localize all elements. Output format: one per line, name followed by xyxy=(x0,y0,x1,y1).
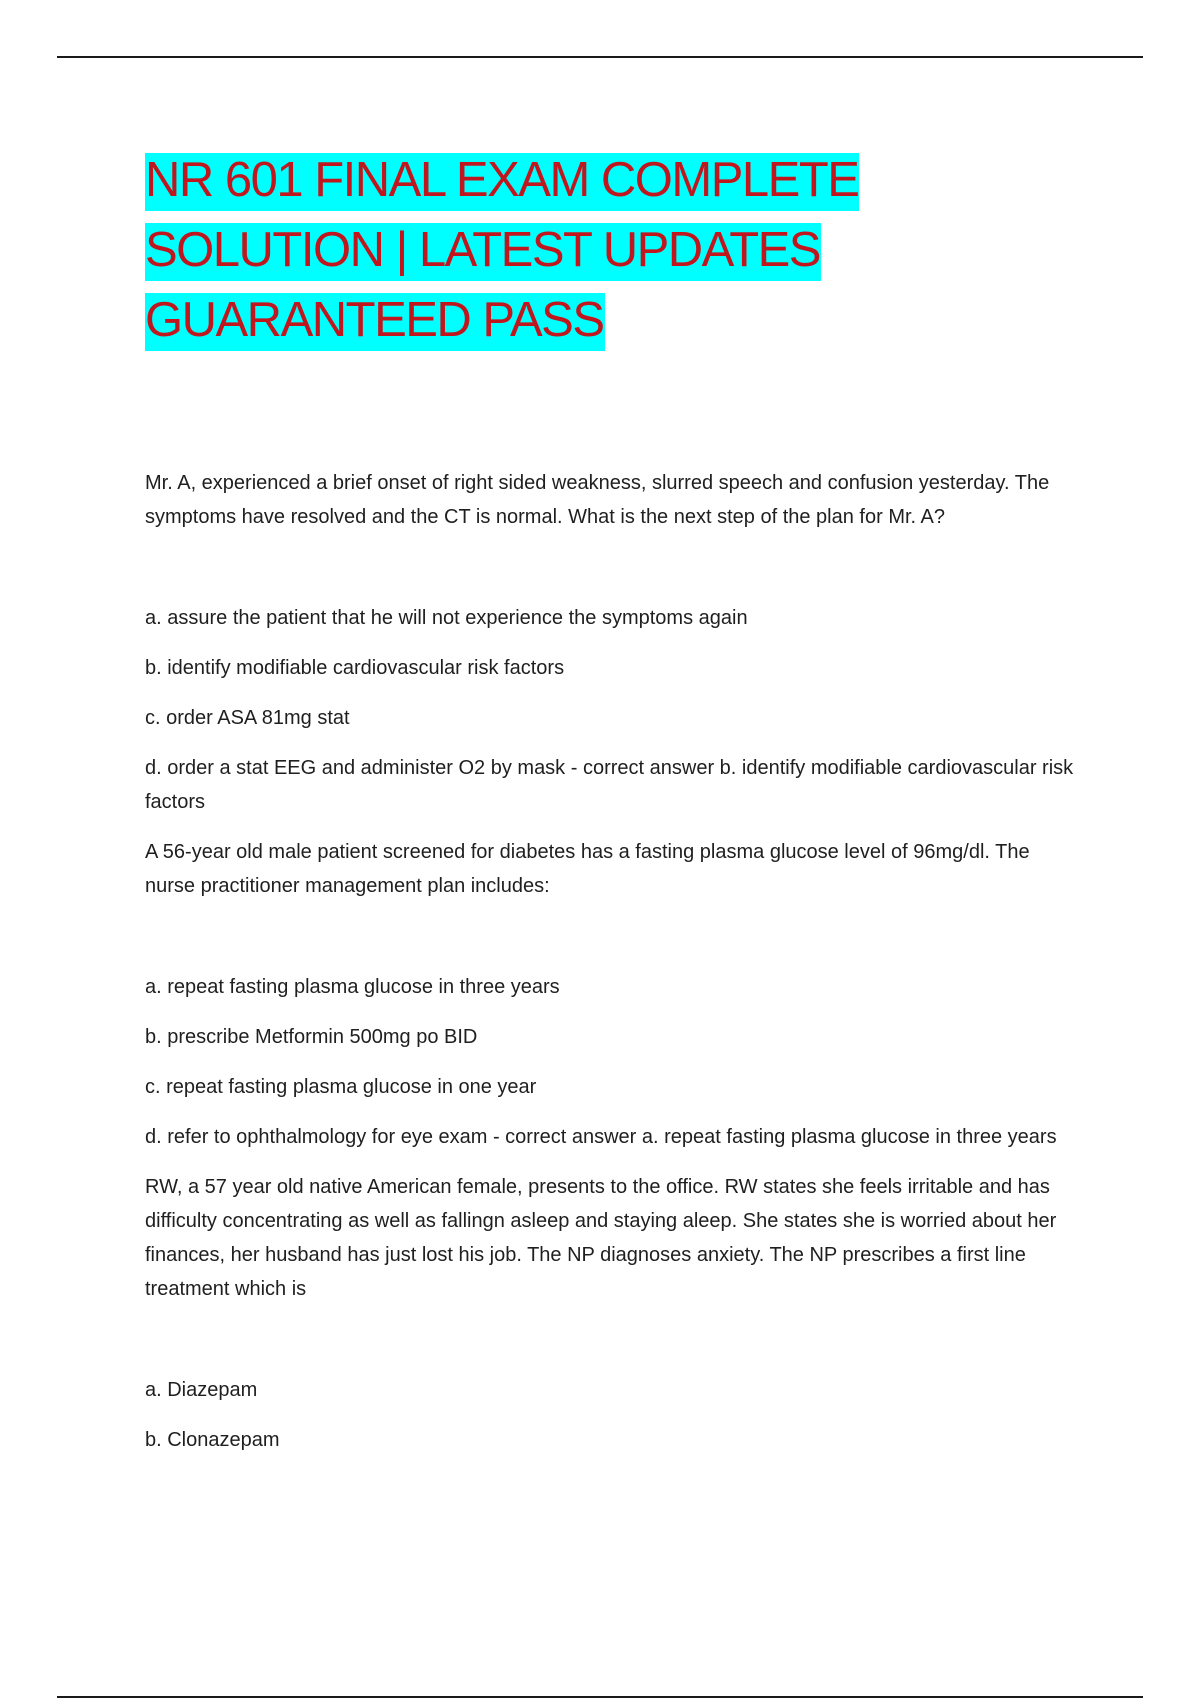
question-2-options xyxy=(145,970,1075,1154)
question-1-option-b: b. identify modifiable cardiovascular risk factors xyxy=(145,657,565,679)
question-3-options xyxy=(145,1373,1075,1457)
question-3-stem: RW, a 57 year old native American female, presents to the office. RW states she feels irritable and has difficulty concentrating as well as fallingn asleep and staying aleep. She states she is worried about her finances, her husband has just lost his job. The NP diagnoses anxiety. The NP prescribes a first line treatment which is xyxy=(145,1176,1057,1300)
question-2-stem: A 56-year old male patient screened for diabetes has a fasting plasma glucose level of 96mg/dl. The nurse practitioner management plan includes: xyxy=(145,841,1030,897)
question-1-stem: Mr. A, experienced a brief onset of right sided weakness, slurred speech and confusion yesterday. The symptoms have resolved and the CT is normal. What is the next step of the plan for Mr. A? xyxy=(145,472,1050,528)
question-2-option-c: c. repeat fasting plasma glucose in one year xyxy=(145,1076,537,1098)
question-2-option-d: d. refer to ophthalmology for eye exam - correct answer a. repeat fasting plasma glucose in three years xyxy=(145,1126,1057,1148)
question-3-option-a: a. Diazepam xyxy=(145,1379,258,1401)
title-line-3: GUARANTEED PASS xyxy=(145,293,605,351)
bottom-rule xyxy=(57,1696,1143,1698)
question-2-option-b: b. prescribe Metformin 500mg po BID xyxy=(145,1026,478,1048)
question-1-option-a: a. assure the patient that he will not experience the symptoms again xyxy=(145,607,748,629)
document-title xyxy=(145,145,1075,355)
question-2-option-a: a. repeat fasting plasma glucose in three years xyxy=(145,976,560,998)
title-line-1: NR 601 FINAL EXAM COMPLETE xyxy=(145,153,859,211)
question-1-option-d: d. order a stat EEG and administer O2 by mask - correct answer b. identify modifiable cardiovascular risk factors xyxy=(145,757,1074,813)
title-line-2: SOLUTION | LATEST UPDATES xyxy=(145,223,821,281)
question-1-options xyxy=(145,601,1075,819)
top-rule xyxy=(57,56,1143,58)
question-1-option-c: c. order ASA 81mg stat xyxy=(145,707,350,729)
document-body xyxy=(145,145,1075,1473)
question-3-option-b: b. Clonazepam xyxy=(145,1429,280,1451)
